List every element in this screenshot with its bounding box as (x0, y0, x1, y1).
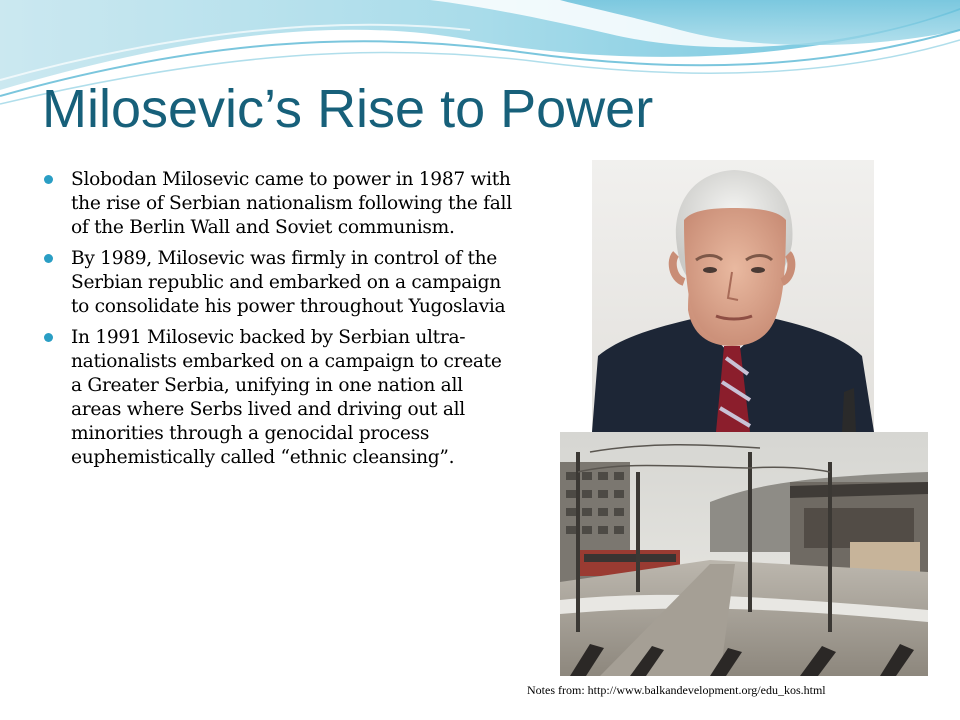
milosevic-portrait-photo (592, 160, 874, 432)
bullet-marker (44, 254, 53, 263)
bullet-marker (44, 175, 53, 184)
bullet-item (44, 168, 514, 240)
bullet-item (44, 247, 514, 319)
bullet-text: Slobodan Milosevic came to power in 1987 with the rise of Serbian nationalism following the fall of the Berlin Wall and Soviet communism. (71, 169, 512, 238)
bullet-list (44, 168, 514, 477)
bullet-text: In 1991 Milosevic backed by Serbian ultra-nationalists embarked on a campaign to create a Greater Serbia, unifying in one nation all areas where Serbs lived and driving out all minorities through a genocidal process euphemistically called “ethnic cleansing”. (71, 327, 502, 468)
bullet-marker (44, 333, 53, 342)
bullet-item (44, 326, 514, 470)
bullet-text: By 1989, Milosevic was firmly in control of the Serbian republic and embarked on a campaign to consolidate his power throughout Yugoslavia (71, 248, 506, 317)
source-notes: Notes from: http://www.balkandevelopment.org/edu_kos.html (527, 683, 826, 697)
slide-title: Milosevic’s Rise to Power (42, 79, 654, 139)
destroyed-street-photo (560, 432, 928, 676)
